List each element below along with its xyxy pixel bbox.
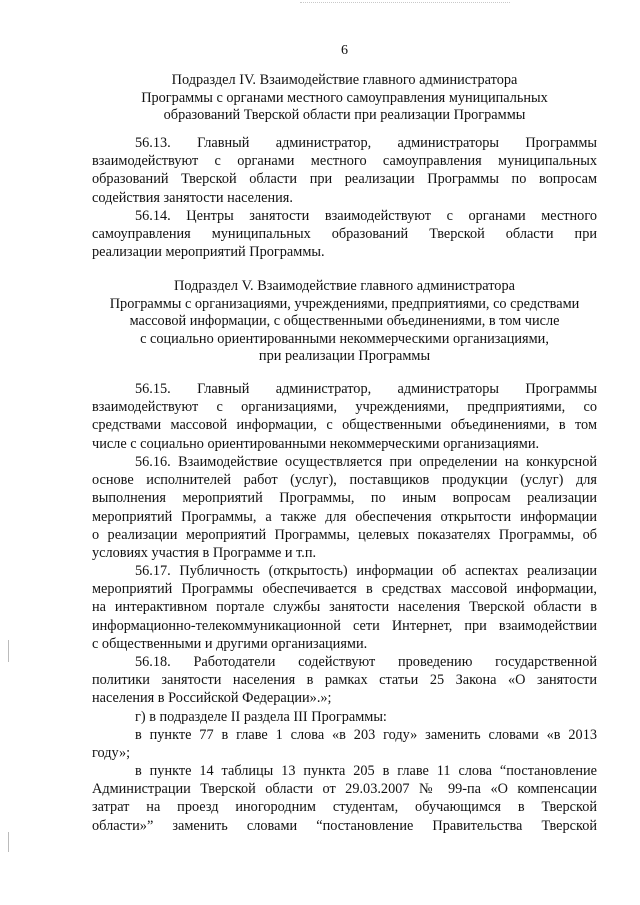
text-line: Администрации Тверской области от 29.03.2007 № 99-па «О компенсации (92, 781, 597, 798)
amendment-item-14 (92, 762, 597, 835)
heading-line: Подраздел IV. Взаимодействие главного администратора (171, 72, 518, 88)
text-line: взаимодействуют с организациями, учреждениями, предприятиями, со (92, 399, 597, 416)
text-line: информационно-телекоммуникационной сети Интернет, при взаимодействии (92, 617, 597, 634)
heading-line: при реализации Программы (258, 348, 431, 364)
heading-line: с социально ориентированными некоммерческими организациями, (140, 330, 549, 347)
text-line: о реализации мероприятий Программы, целевых показателях Программы, об (92, 526, 597, 543)
page-number: 6 (341, 43, 348, 58)
text-line: содействия занятости населения. (92, 189, 293, 206)
paragraph-56-16 (92, 453, 597, 562)
paragraph-56-15 (92, 380, 597, 453)
section-4-heading (92, 72, 597, 125)
text-line: реализации мероприятий Программы. (92, 244, 325, 261)
text-line: образований Тверской области при реализации Программы по вопросам (92, 171, 597, 188)
text-line: в пункте 14 таблицы 13 пункта 205 в главе 11 слова “постановление (135, 763, 597, 779)
text-line: мероприятий Программы, а также для обеспечения открытости информации (92, 508, 597, 525)
text-line: г) в подразделе II раздела III Программы: (135, 709, 387, 725)
paragraph-56-14 (92, 207, 597, 262)
text-line: 56.16. Взаимодействие осуществляется при определении на конкурсной (135, 454, 597, 470)
heading-line: Программы с органами местного самоуправления муниципальных (141, 89, 548, 106)
paragraph-56-17 (92, 562, 597, 653)
text-line: мероприятий Программы обеспечивается в средствах массовой информации, (92, 581, 597, 598)
section-5-heading (92, 278, 597, 366)
text-line: 56.15. Главный администратор, администраторы Программы (135, 381, 597, 397)
text-line: самоуправления муниципальных образований Тверской области при (92, 226, 597, 243)
amendment-subitem-g (92, 708, 597, 726)
text-line: взаимодействуют с органами местного самоуправления муниципальных (92, 153, 597, 170)
paragraph-56-13 (92, 134, 597, 207)
scan-artifact-top (300, 2, 510, 7)
text-line: году»; (92, 745, 131, 762)
text-line: в пункте 77 в главе 1 слова «в 203 году» заменить словами «в 2013 (135, 727, 597, 743)
text-line: на интерактивном портале службы занятости населения Тверской области в (92, 599, 597, 616)
text-line: средствами массовой информации, с общественными объединениями, в том (92, 417, 597, 434)
text-line: затрат на проезд иногородним студентам, обучающимся в Тверской (92, 799, 597, 816)
scan-edge-mark (8, 640, 9, 662)
heading-line: Подраздел V. Взаимодействие главного администратора (174, 278, 515, 294)
text-line: основе исполнителей работ (услуг), поставщиков продукции (услуг) для (92, 472, 597, 489)
text-line: 56.13. Главный администратор, администраторы Программы (135, 135, 597, 151)
scan-edge-mark (8, 832, 9, 852)
text-line: политики занятости населения в рамках статьи 25 Закона «О занятости (92, 672, 597, 689)
heading-line: Программы с организациями, учреждениями, предприятиями, со средствами (109, 295, 580, 312)
text-line: условиях участия в Программе и т.п. (92, 545, 317, 562)
amendment-item-77 (92, 726, 597, 762)
text-line: числе с социально ориентированными некоммерческими организациями. (92, 435, 540, 452)
heading-line: массовой информации, с общественными объединениями, в том числе (129, 313, 560, 329)
text-line: населения в Российской Федерации».»; (92, 690, 332, 707)
text-line: с общественными и другими организациями. (92, 635, 368, 652)
text-line: выполнения мероприятий Программы, по иным вопросам реализации (92, 490, 597, 507)
text-line: 56.18. Работодатели содействуют проведению государственной (135, 654, 597, 670)
text-line: 56.17. Публичность (открытость) информации об аспектах реализации (135, 563, 597, 579)
heading-line: образований Тверской области при реализации Программы (163, 107, 526, 123)
text-line: 56.14. Центры занятости взаимодействуют с органами местного (135, 208, 597, 224)
paragraph-56-18 (92, 653, 597, 708)
text-line: области»” заменить словами “постановление Правительства Тверской (92, 817, 597, 834)
